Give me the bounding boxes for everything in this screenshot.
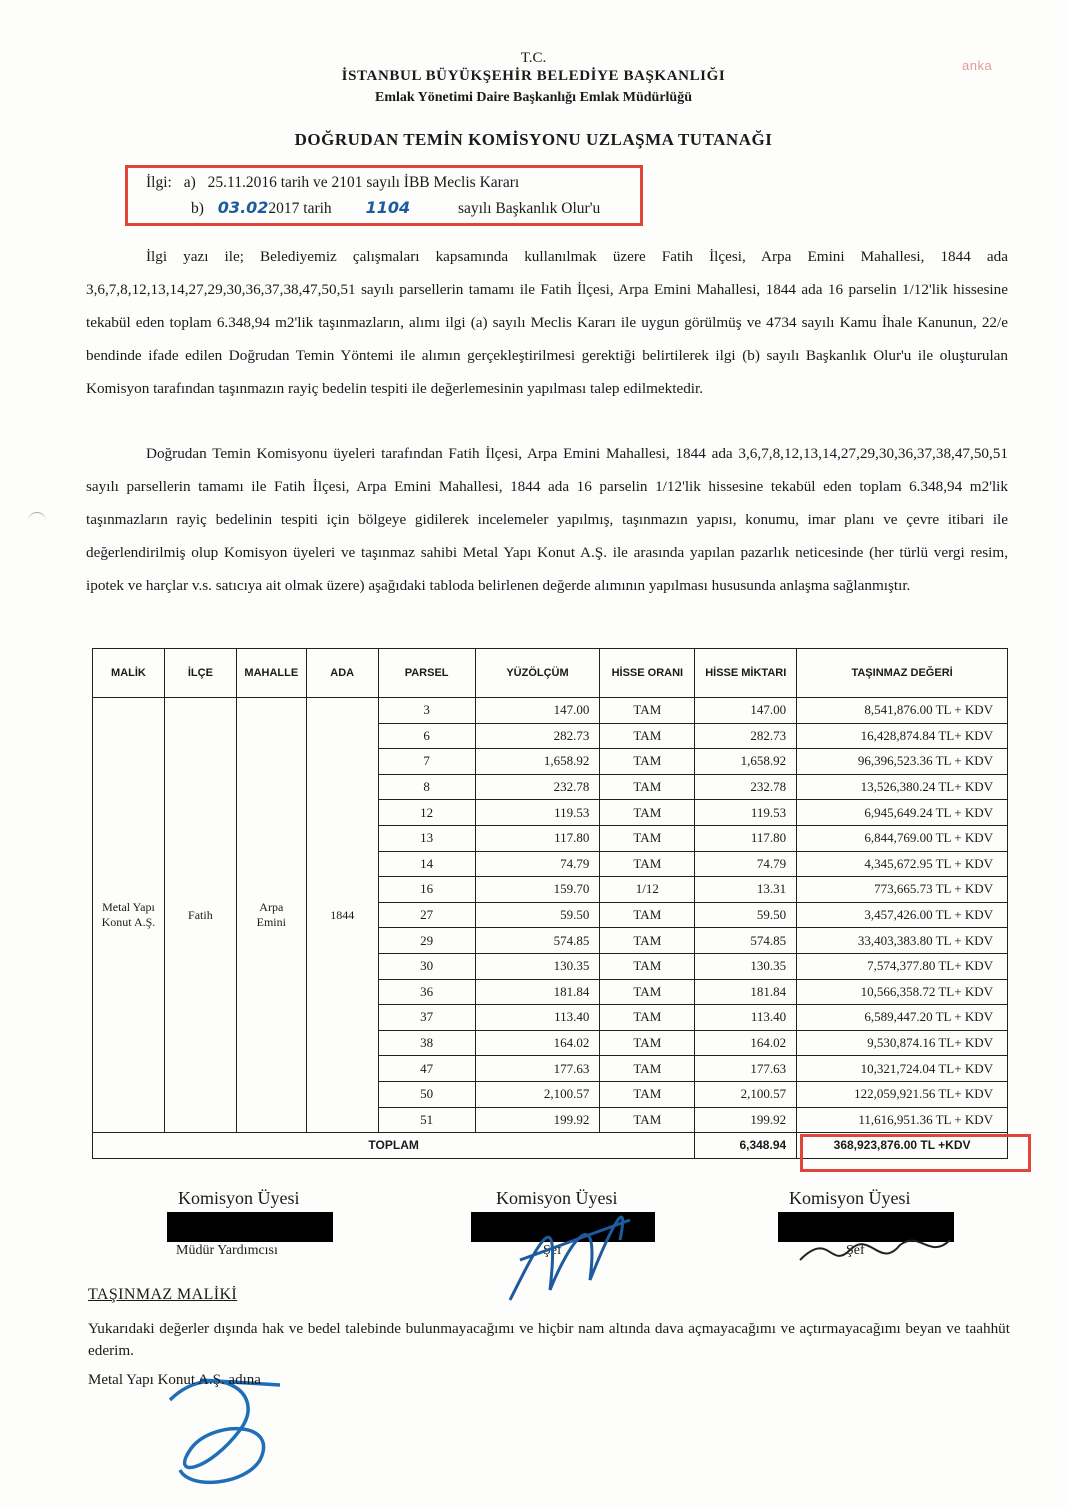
hisse-miktari-cell: 164.02 (695, 1030, 797, 1056)
hisse-orani-cell: TAM (600, 851, 695, 877)
owner-statement: Yukarıdaki değerler dışında hak ve bedel talebinde bulunmayacağımı ve hiçbir nam altında dava açmayacağımı ve açtırmayacağımı beyan ve taahhüt ederim. (88, 1320, 1010, 1359)
deger-cell: 96,396,523.36 TL + KDV (797, 749, 1008, 775)
header-municipality: İSTANBUL BÜYÜKŞEHİR BELEDİYE BAŞKANLIĞI (341, 68, 726, 84)
hisse-miktari-cell: 13.31 (695, 877, 797, 903)
deger-cell: 8,541,876.00 TL + KDV (797, 698, 1008, 724)
header-department: Emlak Yönetimi Daire Başkanlığı Emlak Müdürlüğü (375, 90, 692, 105)
handwritten-signature-3 (790, 1220, 960, 1280)
hisse-orani-cell: TAM (600, 928, 695, 954)
hisse-miktari-cell: 181.84 (695, 979, 797, 1005)
total-highlight-box (800, 1134, 1031, 1172)
deger-cell: 9,530,874.16 TL+ KDV (797, 1030, 1008, 1056)
hisse-orani-cell: TAM (600, 774, 695, 800)
total-miktar: 6,348.94 (695, 1133, 797, 1159)
hisse-miktari-cell: 130.35 (695, 953, 797, 979)
ilgi-a-text: 25.11.2016 tarih ve 2101 sayılı İBB Meclis Kararı (207, 174, 520, 191)
hisse-miktari-cell: 2,100.57 (695, 1081, 797, 1107)
parsel-cell: 14 (378, 851, 475, 877)
yuzolcum-cell: 232.78 (475, 774, 600, 800)
signature-1-title: Komisyon Üyesi (178, 1188, 300, 1208)
total-deger: 368,923,876.00 TL +KDV (797, 1133, 1008, 1159)
handwritten-date: 03.02 (217, 198, 269, 217)
ilgi-b-prefix: b) (191, 200, 204, 217)
parsel-cell: 36 (378, 979, 475, 1005)
parsel-cell: 29 (378, 928, 475, 954)
hisse-orani-cell: TAM (600, 1056, 695, 1082)
ilgi-line-a (146, 174, 519, 192)
yuzolcum-cell: 2,100.57 (475, 1081, 600, 1107)
yuzolcum-cell: 59.50 (475, 902, 600, 928)
total-label: TOPLAM (93, 1133, 695, 1159)
parsel-cell: 13 (378, 825, 475, 851)
signature-2-role: Şef (543, 1243, 562, 1258)
hisse-orani-cell: TAM (600, 979, 695, 1005)
deger-cell: 16,428,874.84 TL+ KDV (797, 723, 1008, 749)
header-hisse-miktari: HİSSE MİKTARI (695, 649, 797, 698)
parsel-cell: 6 (378, 723, 475, 749)
parsel-cell: 8 (378, 774, 475, 800)
hisse-orani-cell: TAM (600, 749, 695, 775)
hisse-miktari-cell: 282.73 (695, 723, 797, 749)
parsel-cell: 51 (378, 1107, 475, 1133)
hisse-orani-cell: TAM (600, 825, 695, 851)
parsel-cell: 16 (378, 877, 475, 903)
hisse-miktari-cell: 574.85 (695, 928, 797, 954)
hisse-miktari-cell: 117.80 (695, 825, 797, 851)
hisse-orani-cell: TAM (600, 1005, 695, 1031)
owner-signer: Metal Yapı Konut A.Ş. adına (88, 1372, 261, 1388)
header-parsel: PARSEL (378, 649, 475, 698)
hisse-miktari-cell: 1,658.92 (695, 749, 797, 775)
header-malik: MALİK (93, 649, 165, 698)
ilgi-line-b (191, 198, 600, 218)
deger-cell: 10,566,358.72 TL+ KDV (797, 979, 1008, 1005)
signature-1-role: Müdür Yardımcısı (176, 1243, 278, 1258)
hisse-miktari-cell: 113.40 (695, 1005, 797, 1031)
paragraph-1: İlgi yazı ile; Belediyemiz çalışmaları kapsamında kullanılmak üzere Fatih İlçesi, Arpa Emini Mahallesi, 1844 ada 3,6,7,8,12,13,14,27,29,30,36,37,38,47,50,51 sayılı parsellerin tamamı ile Fatih İlçesi, Arpa Emini Mahallesi, 1844 ada 16 parselin 1/12'lik hissesine tekabül eden toplam 6.348,94 m2'lik taşınmazların, alımı ilgi (a) sayılı Meclis Kararı ile uygun görülmüş ve 4734 sayılı Kamu İhale Kanunun, 22/e bendinde ifade edilen Doğrudan Temin Yöntemi ile alımın gerçekleştirilmesi gerektiği belirtilerek ilgi (b) sayılı Başkanlık Olur'u ile oluşturulan Komisyon tarafından taşınmazın rayiç bedelin tespiti ile değerlemesinin yapılması talep edilmektedir. (86, 248, 1008, 397)
parsel-cell: 38 (378, 1030, 475, 1056)
yuzolcum-cell: 74.79 (475, 851, 600, 877)
hisse-orani-cell: TAM (600, 723, 695, 749)
yuzolcum-cell: 181.84 (475, 979, 600, 1005)
parsel-cell: 50 (378, 1081, 475, 1107)
deger-cell: 6,589,447.20 TL + KDV (797, 1005, 1008, 1031)
deger-cell: 6,844,769.00 TL + KDV (797, 825, 1008, 851)
hisse-orani-cell: TAM (600, 953, 695, 979)
header-hisse-orani: HİSSE ORANI (600, 649, 695, 698)
yuzolcum-cell: 119.53 (475, 800, 600, 826)
hisse-orani-cell: 1/12 (600, 877, 695, 903)
hisse-miktari-cell: 74.79 (695, 851, 797, 877)
parsel-cell: 7 (378, 749, 475, 775)
deger-cell: 13,526,380.24 TL+ KDV (797, 774, 1008, 800)
yuzolcum-cell: 159.70 (475, 877, 600, 903)
parsel-cell: 37 (378, 1005, 475, 1031)
signature-3-title: Komisyon Üyesi (789, 1188, 911, 1208)
signature-3-role: Şef (846, 1243, 865, 1258)
parsel-cell: 27 (378, 902, 475, 928)
yuzolcum-cell: 130.35 (475, 953, 600, 979)
redaction-1 (167, 1212, 333, 1242)
parsel-cell: 12 (378, 800, 475, 826)
yuzolcum-cell: 113.40 (475, 1005, 600, 1031)
yuzolcum-cell: 117.80 (475, 825, 600, 851)
yuzolcum-cell: 1,658.92 (475, 749, 600, 775)
hisse-miktari-cell: 147.00 (695, 698, 797, 724)
yuzolcum-cell: 574.85 (475, 928, 600, 954)
hisse-orani-cell: TAM (600, 1107, 695, 1133)
hisse-miktari-cell: 119.53 (695, 800, 797, 826)
parsel-cell: 30 (378, 953, 475, 979)
hisse-miktari-cell: 177.63 (695, 1056, 797, 1082)
hisse-miktari-cell: 59.50 (695, 902, 797, 928)
handwritten-signature-2 (480, 1180, 660, 1320)
hisse-orani-cell: TAM (600, 902, 695, 928)
table-row (93, 698, 1008, 724)
header-mahalle: MAHALLE (236, 649, 306, 698)
deger-cell: 3,457,426.00 TL + KDV (797, 902, 1008, 928)
deger-cell: 4,345,672.95 TL + KDV (797, 851, 1008, 877)
document-title: DOĞRUDAN TEMİN KOMİSYONU UZLAŞMA TUTANAĞI (294, 130, 773, 149)
hisse-orani-cell: TAM (600, 800, 695, 826)
hisse-orani-cell: TAM (600, 1030, 695, 1056)
hisse-orani-cell: TAM (600, 1081, 695, 1107)
deger-cell: 7,574,377.80 TL+ KDV (797, 953, 1008, 979)
ilgi-a-prefix: a) (183, 174, 196, 191)
parsel-cell: 3 (378, 698, 475, 724)
watermark: anka (962, 58, 993, 73)
hisse-orani-cell: TAM (600, 698, 695, 724)
deger-cell: 773,665.73 TL + KDV (797, 877, 1008, 903)
deger-cell: 11,616,951.36 TL + KDV (797, 1107, 1008, 1133)
ilce-cell: Fatih (164, 698, 236, 1133)
property-table (92, 648, 1008, 1159)
yuzolcum-cell: 164.02 (475, 1030, 600, 1056)
ada-cell: 1844 (306, 698, 378, 1133)
hisse-miktari-cell: 232.78 (695, 774, 797, 800)
deger-cell: 122,059,921.56 TL+ KDV (797, 1081, 1008, 1107)
paragraph-2: Doğrudan Temin Komisyonu üyeleri tarafından Fatih İlçesi, Arpa Emini Mahallesi, 1844 ada 3,6,7,8,12,13,14,27,29,30,36,37,38,47,50,51 sayılı parsellerin tamamı ile Fatih İlçesi, Arpa Emini Mahallesi, 1844 ada 16 parselin 1/12'lik hissesine tekabül eden toplam 6.348,94 m2'lik taşınmazların rayiç bedelinin tespiti için bölgeye gidilerek incelemeler yapılmış, taşınmazın yapısı, konumu, imar planı ve çevre itibari ile değerlendirilmiş olup Komisyon üyeleri ve taşınmaz sahibi Metal Yapı Konut A.Ş. ile arasında yapılan pazarlık neticesinde (her türlü vergi resim, ipotek ve harçlar v.s. satıcıya ait olmak üzere) aşağıdaki tabloda belirlenen değerde alımının yapılması hususunda anlaşma sağlanmıştır. (86, 445, 1008, 594)
scan-artifact (28, 512, 46, 521)
handwritten-number: 1104 (365, 198, 411, 217)
header-yuzolcum: YÜZÖLÇÜM (475, 649, 600, 698)
header-ilce: İLÇE (164, 649, 236, 698)
yuzolcum-cell: 147.00 (475, 698, 600, 724)
header-tasinmaz-degeri: TAŞINMAZ DEĞERİ (797, 649, 1008, 698)
ilgi-b-year: 2017 tarih (268, 200, 332, 217)
parsel-cell: 47 (378, 1056, 475, 1082)
deger-cell: 10,321,724.04 TL+ KDV (797, 1056, 1008, 1082)
hisse-miktari-cell: 199.92 (695, 1107, 797, 1133)
deger-cell: 6,945,649.24 TL + KDV (797, 800, 1008, 826)
yuzolcum-cell: 282.73 (475, 723, 600, 749)
header-tc: T.C. (520, 50, 547, 66)
ilgi-label: İlgi: (146, 174, 172, 191)
malik-cell: Metal Yapı Konut A.Ş. (93, 698, 165, 1133)
header-ada: ADA (306, 649, 378, 698)
yuzolcum-cell: 199.92 (475, 1107, 600, 1133)
mahalle-cell: Arpa Emini (236, 698, 306, 1133)
ilgi-b-text: sayılı Başkanlık Olur'u (457, 200, 601, 217)
signature-2-title: Komisyon Üyesi (496, 1188, 618, 1208)
deger-cell: 33,403,383.80 TL + KDV (797, 928, 1008, 954)
yuzolcum-cell: 177.63 (475, 1056, 600, 1082)
owner-section-heading: TAŞINMAZ MALİKİ (88, 1286, 238, 1303)
table-header-row (93, 649, 1008, 698)
